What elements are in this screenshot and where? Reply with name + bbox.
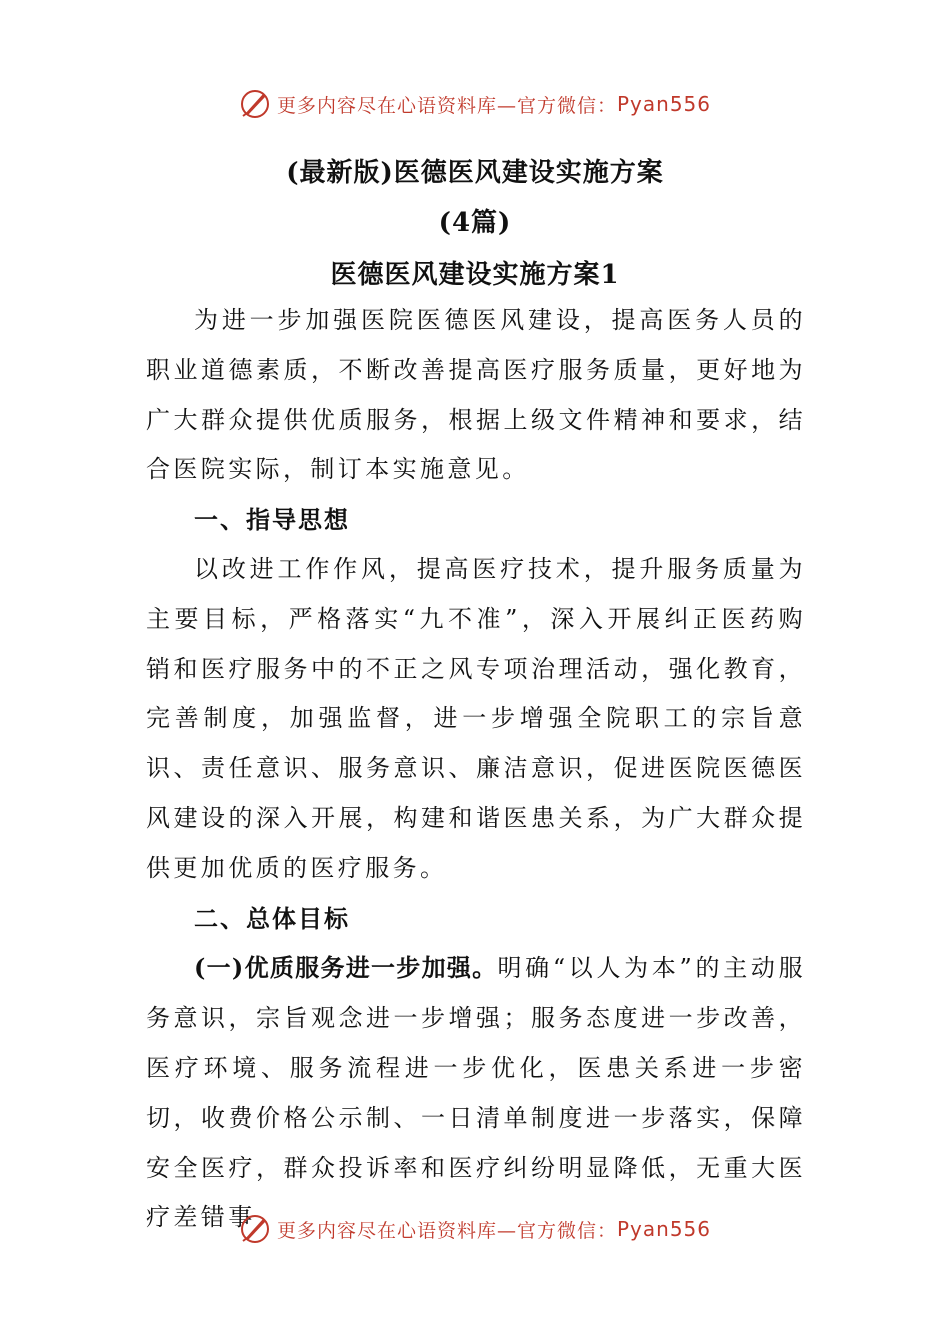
document-body [146, 296, 806, 1243]
section-heading-overall-goals: 二、总体目标 [194, 903, 350, 933]
watermark-banner-top [0, 84, 950, 124]
watermark-text: 更多内容尽在心语资料库—官方微信： [276, 1219, 617, 1242]
guiding-ideology-paragraph: 以改进工作作风，提高医疗技术，提升服务质量为主要目标，严格落实“九不准”，深入开展纠正医药购销和医疗服务中的不正之风专项治理活动，强化教育，完善制度，加强监督，进一步增强全院职工的宗旨意识、责任意识、服务意识、廉洁意识，促进医院医德医风建设的深入开展，构建和谐医患关系，为广大群众提供更加优质的医疗服务。 [146, 554, 806, 882]
watermark-wechat-id: Pyan556 [617, 1217, 712, 1241]
document-subtitle: 医德医风建设实施方案1 [330, 260, 620, 290]
intro-paragraph: 为进一步加强医院医德医风建设，提高医务人员的职业道德素质，不断改善提高医疗服务质量，更好地为广大群众提供优质服务，根据上级文件精神和要求，结合医院实际，制订本实施意见。 [146, 306, 806, 484]
watermark-banner-bottom [0, 1209, 950, 1249]
quill-logo-icon [239, 1213, 271, 1245]
goal-1-paragraph [146, 943, 806, 1243]
goal-1-body: 明确“以人为本”的主动服务意识，宗旨观念进一步增强；服务态度进一步改善，医疗环境、服务流程进一步优化，医患关系进一步密切，收费价格公示制、一日清单制度进一步落实，保障安全医疗，群众投诉率和医疗纠纷明显降低，无重大医疗差错事 [146, 954, 806, 1232]
watermark-text: 更多内容尽在心语资料库—官方微信： [276, 94, 617, 117]
section-heading-guiding-ideology: 一、指导思想 [194, 505, 350, 535]
quill-logo-icon [239, 88, 271, 120]
goal-1-lead: (一)优质服务进一步加强。 [194, 953, 498, 983]
document-title: (最新版)医德医风建设实施方案 [286, 158, 664, 188]
watermark-wechat-id: Pyan556 [617, 92, 712, 116]
document-title-count: (4篇) [438, 208, 512, 238]
